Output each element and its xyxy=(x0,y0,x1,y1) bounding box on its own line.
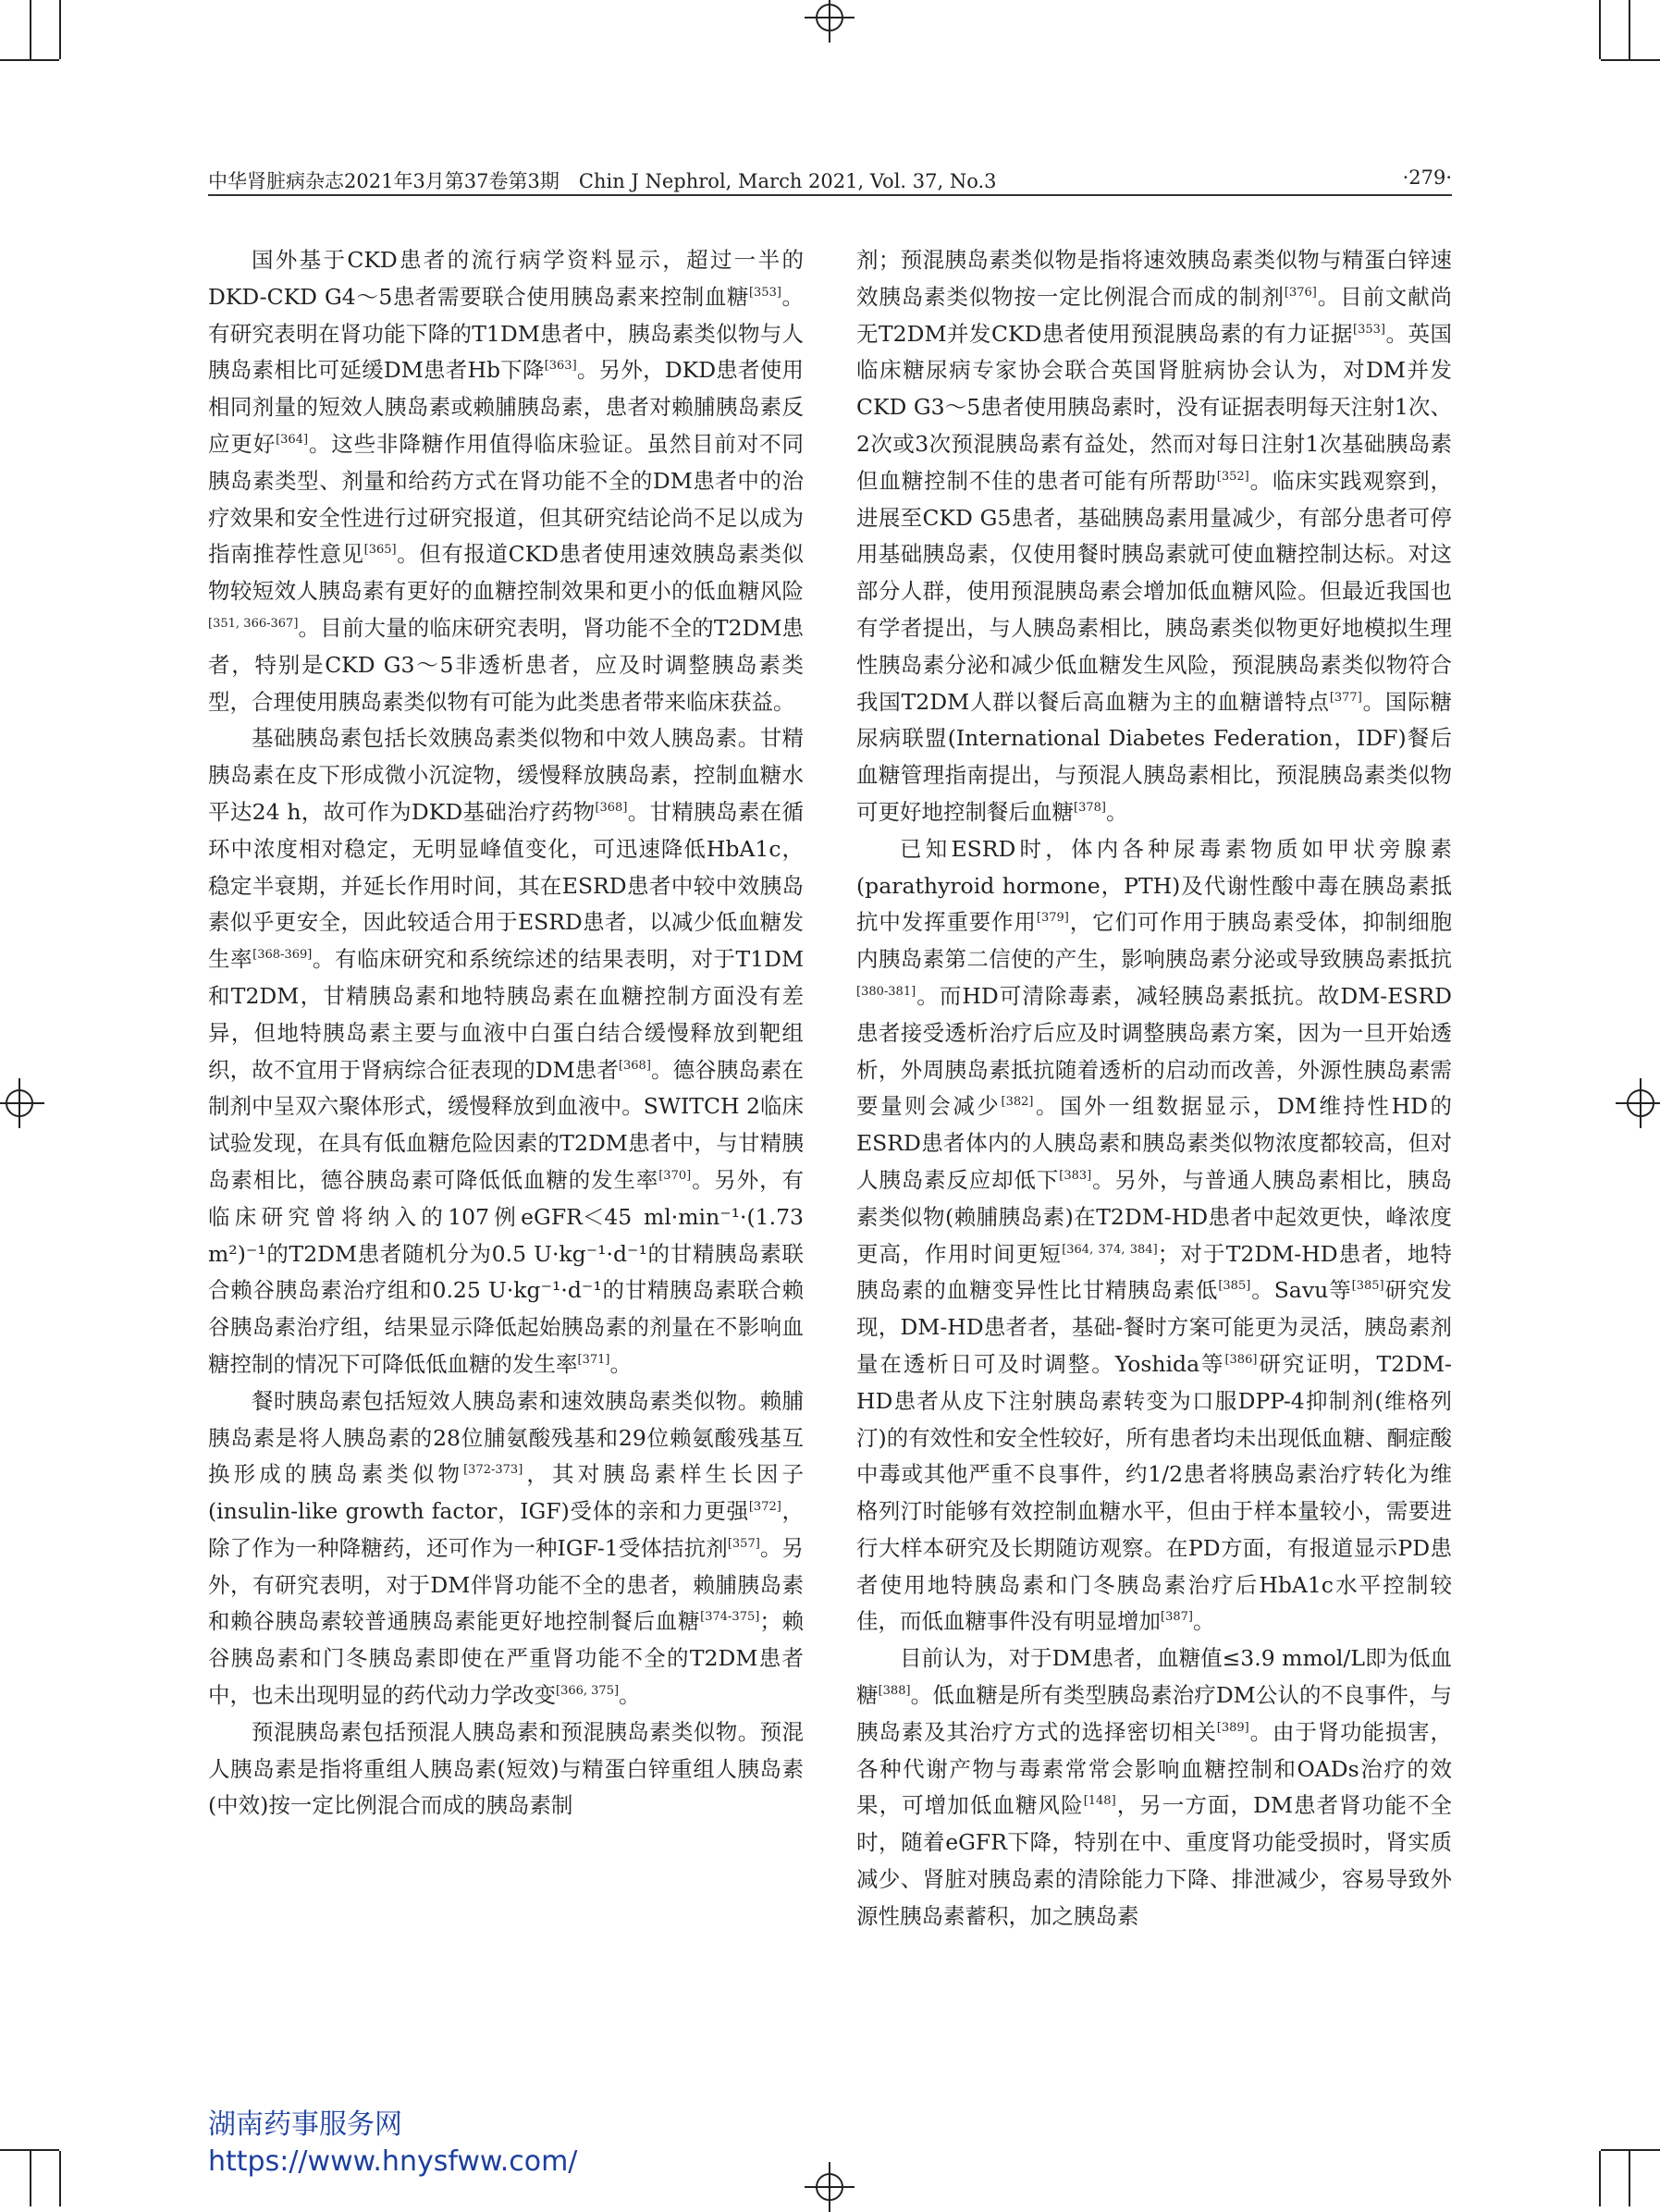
text-run: 餐时胰岛素包括短效人胰岛素和速效胰岛素类似物。赖脯胰岛素是将人胰岛素的28位脯氨酸残基和29位赖氨酸残基互换形成的胰岛素类似物 xyxy=(208,1387,804,1488)
crop-mark xyxy=(59,0,61,59)
text-run: 。由于肾功能损害，各种代谢产物与毒素常常会影响血糖控制和OADs治疗的效果，可增加低血糖风险 xyxy=(856,1718,1453,1819)
citation-ref[interactable]: [363] xyxy=(544,359,577,374)
text-run: 。Savu等 xyxy=(1250,1277,1352,1304)
citation-ref[interactable]: [372-373] xyxy=(463,1463,523,1478)
text-run: 。 xyxy=(609,1350,632,1377)
text-run: 研究证明，T2DM-HD患者从皮下注射胰岛素转变为口服DPP-4抑制剂(维格列汀)的有效性和安全性较好，所有患者均未出现低血糖、酮症酸中毒或其他严重不良事件，约1/2患者将胰岛素治疗转化为维格列汀时能够有效控制血糖水平，但由于样本量较小，需要进行大样本研究及长期随访观察。在PD方面，有报道显示PD患者使用地特胰岛素和门冬胰岛素治疗后HbA1c水平控制较佳，而低血糖事件没有明显增加 xyxy=(856,1350,1452,1635)
text-run: 。目前文献尚无T2DM并发CKD患者使用预混胰岛素的有力证据 xyxy=(856,283,1453,347)
citation-ref[interactable]: [388] xyxy=(878,1684,911,1699)
text-run: 国外基于CKD患者的流行病学资料显示，超过一半的DKD-CKD G4～5患者需要联合使用胰岛素来控制血糖 xyxy=(208,247,804,310)
citation-ref[interactable]: [352] xyxy=(1216,469,1249,484)
citation-ref[interactable]: [371] xyxy=(577,1353,610,1368)
citation-ref[interactable]: [380-381] xyxy=(856,985,916,1000)
crop-mark xyxy=(30,2151,31,2206)
citation-ref[interactable]: [357] xyxy=(727,1537,760,1552)
text-run: 。 xyxy=(1105,798,1128,825)
site-name: 湖南药事服务网 xyxy=(208,2108,402,2141)
paragraph xyxy=(856,1641,1452,1935)
text-run: 。国外一组数据显示，DM维持性HD的ESRD患者体内的人胰岛素和胰岛素类似物浓度都较高，但对人胰岛素反应却低下 xyxy=(856,1093,1453,1193)
registration-mark-icon xyxy=(805,2162,855,2212)
citation-ref[interactable]: [365] xyxy=(363,543,397,558)
citation-ref[interactable]: [368] xyxy=(595,801,628,816)
text-run: 。甘精胰岛素在循环中浓度相对稳定，无明显峰值变化，可迅速降低HbA1c，稳定半衰期，并延长作用时间，其在ESRD患者中较中效胰岛素似乎更安全，因此较适合用于ESRD患者，以减少低血糖发生率 xyxy=(208,798,804,973)
citation-ref[interactable]: [353] xyxy=(748,285,781,300)
crop-mark xyxy=(30,0,31,59)
registration-mark-icon xyxy=(805,0,855,43)
text-run: ，其对胰岛素样生长因子(insulin-like growth factor，IGF)受体的亲和力更强 xyxy=(208,1461,805,1525)
text-run: 。有临床研究和系统综述的结果表明，对于T1DM和T2DM，甘精胰岛素和地特胰岛素在血糖控制方面没有差异，但地特胰岛素主要与血液中白蛋白结合缓慢释放到靶组织，故不宜用于肾病综合征表现的DM患者 xyxy=(208,946,805,1083)
citation-ref[interactable]: [351, 366-367] xyxy=(208,617,299,632)
citation-ref[interactable]: [353] xyxy=(1353,322,1385,337)
citation-ref[interactable]: [376] xyxy=(1284,285,1317,300)
crop-mark xyxy=(59,2151,61,2206)
paragraph xyxy=(208,1714,804,1825)
text-run: 。另外，DKD患者使用相同剂量的短效人胰岛素或赖脯胰岛素，患者对赖脯胰岛素反应更好 xyxy=(208,357,804,457)
watermark-footer xyxy=(208,2107,577,2181)
text-run: 。另外，有临床研究曾将纳入的107例eGFR＜45 ml·min⁻¹·(1.73 m²)⁻¹的T2DM患者随机分为0.5 U·kg⁻¹·d⁻¹的甘精胰岛素联合赖谷胰岛素治疗组和0.25 U·kg⁻¹·d⁻¹的甘精胰岛素联合赖谷胰岛素治疗组，结果显示降低起始胰岛素的剂量在不影响血糖控制的情况下可降低低血糖的发生率 xyxy=(208,1166,805,1377)
citation-ref[interactable]: [372] xyxy=(748,1500,781,1515)
text-run: 。 xyxy=(619,1682,641,1709)
paragraph xyxy=(208,242,804,720)
text-run: 。而HD可清除毒素，减轻胰岛素抵抗。故DM-ESRD患者接受透析治疗后应及时调整胰岛素方案，因为一旦开始透析，外周胰岛素抵抗随着透析的启动而改善，外源性胰岛素需要量则会减少 xyxy=(856,982,1452,1120)
text-run: ；赖谷胰岛素和门冬胰岛素即使在严重肾功能不全的T2DM患者中，也未出现明显的药代动力学改变 xyxy=(208,1608,805,1709)
text-run: 已知ESRD时，体内各种尿毒素物质如甲状旁腺素(parathyroid hormone，PTH)及代谢性酸中毒在胰岛素抵抗中发挥重要作用 xyxy=(856,835,1452,936)
crop-mark xyxy=(0,2149,59,2151)
citation-ref[interactable]: [389] xyxy=(1216,1721,1249,1736)
crop-mark xyxy=(1601,59,1660,61)
citation-ref[interactable]: [364, 374, 384] xyxy=(1062,1242,1158,1257)
text-run: 。德谷胰岛素在制剂中呈双六聚体形式，缓慢释放到血液中。SWITCH 2临床试验发现，在具有低血糖危险因素的T2DM患者中，与甘精胰岛素相比，德谷胰岛素可降低低血糖的发生率 xyxy=(208,1056,805,1193)
text-run: 。英国临床糖尿病专家协会联合英国肾脏病协会认为，对DM并发CKD G3～5患者使用胰岛素时，没有证据表明每天注射1次、2次或3次预混胰岛素有益处，然而对每日注射1次基础胰岛素但血糖控制不佳的患者可能有所帮助 xyxy=(856,320,1452,494)
citation-ref[interactable]: [370] xyxy=(658,1169,692,1184)
text-run: 目前认为，对于DM患者，血糖值≤3.9 mmol/L即为低血糖 xyxy=(856,1645,1452,1709)
paragraph xyxy=(208,720,804,1382)
text-run: ，另一方面，DM患者肾功能不全时，随着eGFR下降，特别在中、重度肾功能受损时，肾实质减少、肾脏对胰岛素的清除能力下降、排泄减少，容易导致外源性胰岛素蓄积，加之胰岛素 xyxy=(856,1792,1453,1929)
citation-ref[interactable]: [364] xyxy=(276,433,309,448)
text-run: 。 xyxy=(1192,1608,1215,1635)
crop-mark xyxy=(1599,0,1601,59)
citation-ref[interactable]: [374-375] xyxy=(700,1610,760,1625)
citation-ref[interactable]: [386] xyxy=(1224,1353,1258,1368)
text-run: 。国际糖尿病联盟(International Diabetes Federation，IDF)餐后血糖管理指南提出，与预混人胰岛素相比，预混胰岛素类似物可更好地控制餐后血糖 xyxy=(856,688,1452,825)
text-run: 。目前大量的临床研究表明，肾功能不全的T2DM患者，特别是CKD G3～5非透析患者，应及时调整胰岛素类型，合理使用胰岛素类似物有可能为此类患者带来临床获益。 xyxy=(208,614,804,715)
citation-ref[interactable]: [383] xyxy=(1059,1169,1092,1184)
text-run: 。但有报道CKD患者使用速效胰岛素类似物较短效人胰岛素有更好的血糖控制效果和更小的低血糖风险 xyxy=(208,541,804,605)
text-run: 。有研究表明在肾功能下降的T1DM患者中，胰岛素类似物与人胰岛素相比可延缓DM患者Hb下降 xyxy=(208,283,805,384)
text-run: 研究发现，DM-HD患者者，基础-餐时方案可能更为灵活，胰岛素剂量在透析日可及时调整。Yoshida等 xyxy=(856,1277,1452,1377)
crop-mark xyxy=(0,59,59,61)
text-run: ，它们可作用于胰岛素受体，抑制细胞内胰岛素第二信使的产生，影响胰岛素分泌或导致胰岛素抵抗 xyxy=(856,909,1453,973)
citation-ref[interactable]: [368] xyxy=(618,1058,651,1073)
left-column xyxy=(208,242,804,1825)
text-run: 。另外，与普通人胰岛素相比，胰岛素类似物(赖脯胰岛素)在T2DM-HD患者中起效更快，峰浓度更高，作用时间更短 xyxy=(856,1166,1453,1267)
citation-ref[interactable]: [378] xyxy=(1074,801,1106,816)
text-run: 。临床实践观察到，进展至CKD G5患者，基础胰岛素用量减少，有部分患者可停用基础胰岛素，仅使用餐时胰岛素就可使血糖控制达标。对这部分人群，使用预混胰岛素会增加低血糖风险。但最近我国也有学者提出，与人胰岛素相比，胰岛素类似物更好地模拟生理性胰岛素分泌和减少低血糖发生风险，预混胰岛素类似物符合我国T2DM人群以餐后高血糖为主的血糖谱特点 xyxy=(856,467,1453,715)
registration-mark-icon xyxy=(1616,1078,1660,1128)
running-header xyxy=(208,166,1452,196)
registration-mark-icon xyxy=(0,1078,44,1128)
citation-ref[interactable]: [366, 375] xyxy=(556,1684,620,1699)
text-run: ；对于T2DM-HD患者，地特胰岛素的血糖变异性比甘精胰岛素低 xyxy=(856,1240,1452,1304)
text-run: 预混胰岛素包括预混人胰岛素和预混胰岛素类似物。预混人胰岛素是指将重组人胰岛素(短效)与精蛋白锌重组人胰岛素(中效)按一定比例混合而成的胰岛素制 xyxy=(208,1718,804,1819)
journal-citation: 中华肾脏病杂志2021年3月第37卷第3期 Chin J Nephrol, March 2021, Vol. 37, No.3 xyxy=(208,170,997,192)
paragraph-continuation xyxy=(856,242,1452,831)
text-run: 。这些非降糖作用值得临床验证。虽然目前对不同胰岛素类型、剂量和给药方式在肾功能不全的DM患者中的治疗效果和安全性进行过研究报道，但其研究结论尚不足以成为指南推荐性意见 xyxy=(208,430,805,568)
site-url[interactable]: https://www.hnysfww.com/ xyxy=(208,2145,578,2178)
crop-mark xyxy=(1629,0,1630,59)
paragraph xyxy=(856,831,1452,1641)
citation-ref[interactable]: [385] xyxy=(1351,1279,1384,1294)
crop-mark xyxy=(1629,2151,1630,2206)
right-column xyxy=(856,242,1452,1936)
paragraph xyxy=(208,1383,804,1714)
text-run: 。低血糖是所有类型胰岛素治疗DM公认的不良事件，与胰岛素及其治疗方式的选择密切相关 xyxy=(856,1682,1453,1745)
page-number: ·279· xyxy=(1402,166,1452,189)
text-run: 基础胰岛素包括长效胰岛素类似物和中效人胰岛素。甘精胰岛素在皮下形成微小沉淀物，缓慢释放胰岛素，控制血糖水平达24 h，故可作为DKD基础治疗药物 xyxy=(208,725,804,825)
citation-ref[interactable]: [385] xyxy=(1218,1279,1251,1294)
crop-mark xyxy=(1599,2151,1601,2206)
citation-ref[interactable]: [377] xyxy=(1329,690,1362,705)
crop-mark xyxy=(1601,2149,1660,2151)
citation-ref[interactable]: [379] xyxy=(1036,911,1069,926)
text-run: 。另外，有研究表明，对于DM伴肾功能不全的患者，赖脯胰岛素和赖谷胰岛素较普通胰岛素能更好地控制餐后血糖 xyxy=(208,1534,805,1635)
text-run: 剂；预混胰岛素类似物是指将速效胰岛素类似物与精蛋白锌速效胰岛素类似物按一定比例混合而成的制剂 xyxy=(856,247,1452,310)
text-run: ，除了作为一种降糖药，还可作为一种IGF-1受体拮抗剂 xyxy=(208,1498,805,1561)
citation-ref[interactable]: [382] xyxy=(1001,1095,1034,1110)
citation-ref[interactable]: [387] xyxy=(1161,1610,1193,1625)
citation-ref[interactable]: [368-369] xyxy=(252,948,313,963)
citation-ref[interactable]: [148] xyxy=(1083,1794,1116,1809)
